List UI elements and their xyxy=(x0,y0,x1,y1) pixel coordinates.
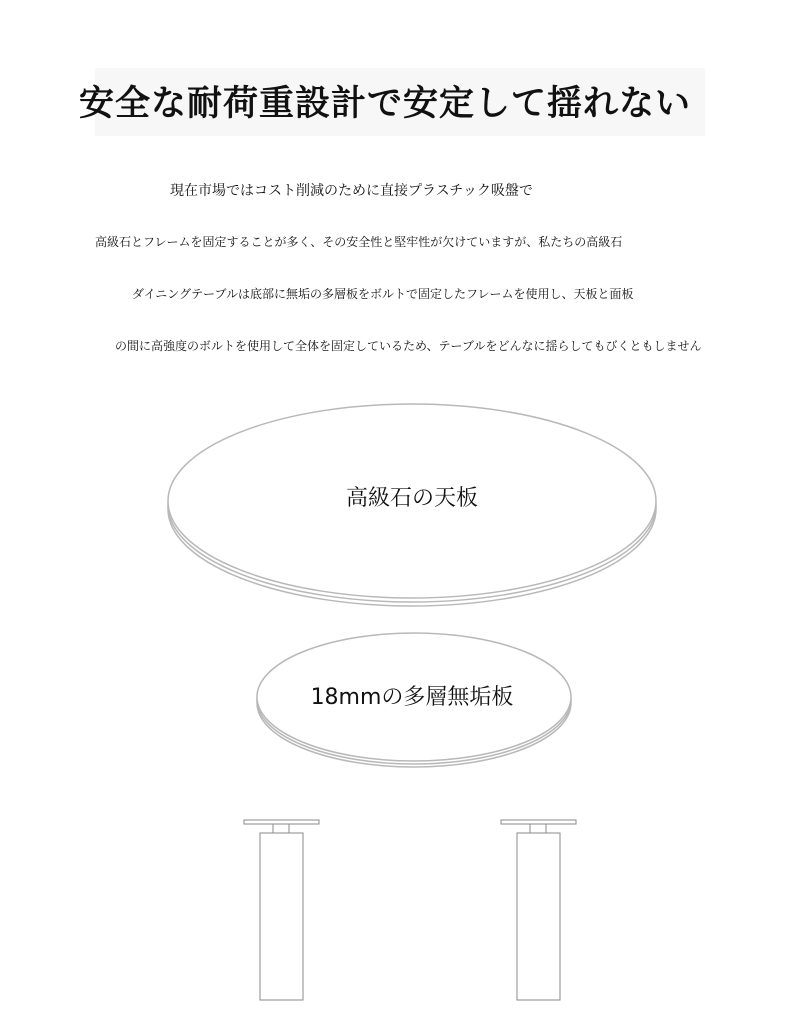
table-leg-right xyxy=(501,820,576,1000)
description-line-2: 高級石とフレームを固定することが多く、その安全性と堅牢性が欠けていますが、私たちの高級石 xyxy=(95,235,623,249)
plywood-board-label: 18mmの多層無垢板 xyxy=(310,685,514,710)
stone-top-label: 高級石の天板 xyxy=(345,486,478,511)
table-leg-left xyxy=(244,820,319,1000)
description-line-4: の間に高強度のボルトを使用して全体を固定しているため、テーブルをどんなに揺らしてもびくともしません xyxy=(115,339,702,353)
description-line-3: ダイニングテーブルは底部に無垢の多層板をボルトで固定したフレームを使用し、天板と面板 xyxy=(132,287,634,301)
description-line-1: 現在市場ではコスト削減のために直接プラスチック吸盤で xyxy=(170,183,533,199)
page-title: 安全な耐荷重設計で安定して揺れない xyxy=(78,84,691,124)
